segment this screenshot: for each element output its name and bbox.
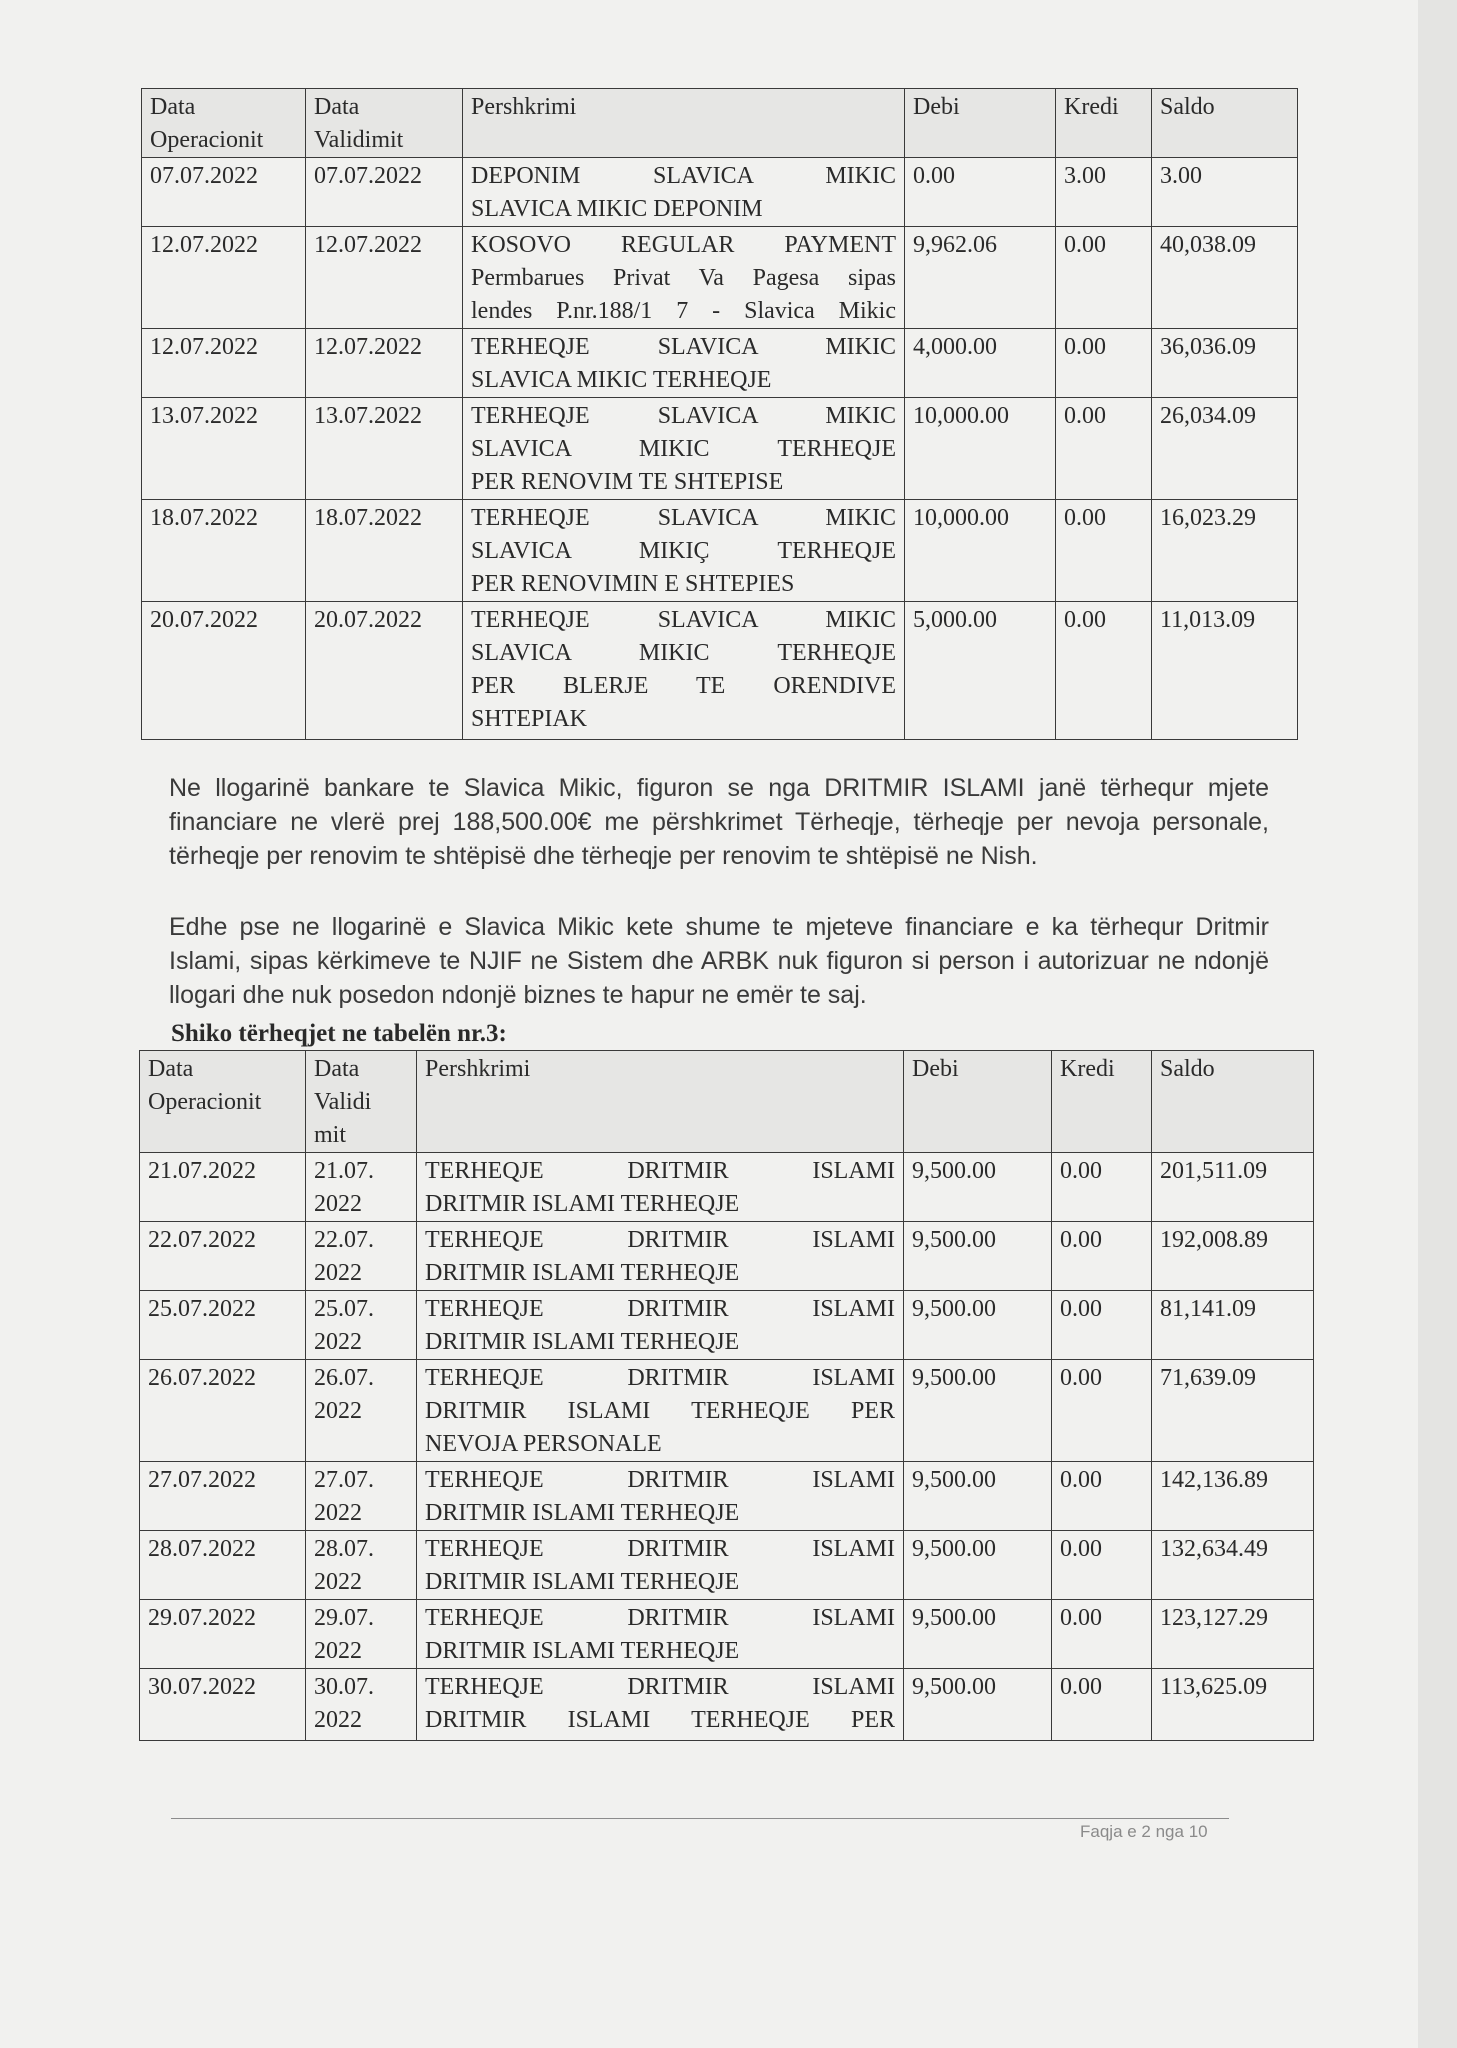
description-line: DRITMIR ISLAMI TERHEQJE xyxy=(425,1329,740,1355)
description-cell xyxy=(417,1291,904,1360)
val-date-cell: 22.07. 2022 xyxy=(306,1222,417,1291)
balance-cell: 36,036.09 xyxy=(1152,329,1298,398)
debit-cell: 9,500.00 xyxy=(904,1153,1052,1222)
balance-cell: 81,141.09 xyxy=(1152,1291,1314,1360)
description-line: SLAVICA MIKIÇ TERHEQJE xyxy=(471,538,896,564)
table-row xyxy=(140,1222,1314,1291)
description-cell xyxy=(463,398,905,500)
header-op-date: Data Operacionit xyxy=(140,1051,306,1153)
debit-cell: 9,500.00 xyxy=(904,1600,1052,1669)
balance-cell: 201,511.09 xyxy=(1152,1153,1314,1222)
description-cell xyxy=(417,1669,904,1741)
description-line: DRITMIR ISLAMI TERHEQJE xyxy=(425,1191,740,1217)
balance-cell: 113,625.09 xyxy=(1152,1669,1314,1741)
balance-cell: 40,038.09 xyxy=(1152,227,1298,329)
debit-cell: 10,000.00 xyxy=(905,398,1056,500)
description-line: DRITMIR ISLAMI TERHEQJE xyxy=(425,1260,740,1286)
description-line: TERHEQJE DRITMIR ISLAMI xyxy=(425,1296,895,1322)
balance-cell: 11,013.09 xyxy=(1152,602,1298,740)
transactions-table-1 xyxy=(141,88,1298,740)
table-row xyxy=(142,602,1298,740)
credit-cell: 0.00 xyxy=(1056,329,1152,398)
description-line: DRITMIR ISLAMI TERHEQJE PER xyxy=(425,1398,895,1424)
val-date-cell: 20.07.2022 xyxy=(306,602,463,740)
debit-cell: 9,500.00 xyxy=(904,1222,1052,1291)
op-date-cell: 22.07.2022 xyxy=(140,1222,306,1291)
val-date-cell: 26.07. 2022 xyxy=(306,1360,417,1462)
op-date-cell: 07.07.2022 xyxy=(142,158,306,227)
balance-cell: 142,136.89 xyxy=(1152,1462,1314,1531)
debit-cell: 9,500.00 xyxy=(904,1291,1052,1360)
description-line: SLAVICA MIKIC TERHEQJE xyxy=(471,640,896,666)
description-line: TERHEQJE DRITMIR ISLAMI xyxy=(425,1536,895,1562)
footer-divider xyxy=(171,1818,1229,1819)
description-line: NEVOJA PERSONALE xyxy=(425,1431,662,1457)
op-date-cell: 12.07.2022 xyxy=(142,227,306,329)
table-caption: Shiko tërheqjet ne tabelën nr.3: xyxy=(171,1020,507,1047)
description-line: DRITMIR ISLAMI TERHEQJE xyxy=(425,1638,740,1664)
table-row xyxy=(140,1531,1314,1600)
val-date-cell: 30.07. 2022 xyxy=(306,1669,417,1741)
description-line: PER RENOVIM TE SHTEPISE xyxy=(471,469,784,495)
credit-cell: 0.00 xyxy=(1052,1360,1152,1462)
description-cell xyxy=(463,329,905,398)
table-header-row xyxy=(142,89,1298,158)
description-line: lendes P.nr.188/1 7 - Slavica Mikic xyxy=(471,298,896,324)
page-number: Faqja e 2 nga 10 xyxy=(1080,1822,1208,1841)
credit-cell: 0.00 xyxy=(1056,602,1152,740)
val-date-cell: 28.07. 2022 xyxy=(306,1531,417,1600)
header-balance: Saldo xyxy=(1152,89,1298,158)
op-date-cell: 30.07.2022 xyxy=(140,1669,306,1741)
val-date-cell: 21.07. 2022 xyxy=(306,1153,417,1222)
transactions-table-2 xyxy=(139,1050,1314,1741)
description-line: TERHEQJE DRITMIR ISLAMI xyxy=(425,1227,895,1253)
debit-cell: 9,962.06 xyxy=(905,227,1056,329)
description-line: SHTEPIAK xyxy=(471,706,588,732)
credit-cell: 0.00 xyxy=(1052,1291,1152,1360)
balance-cell: 3.00 xyxy=(1152,158,1298,227)
debit-cell: 9,500.00 xyxy=(904,1462,1052,1531)
credit-cell: 0.00 xyxy=(1052,1222,1152,1291)
header-debit: Debi xyxy=(905,89,1056,158)
credit-cell: 0.00 xyxy=(1052,1600,1152,1669)
val-date-cell: 13.07.2022 xyxy=(306,398,463,500)
debit-cell: 5,000.00 xyxy=(905,602,1056,740)
table-row xyxy=(140,1153,1314,1222)
description-cell xyxy=(463,500,905,602)
credit-cell: 0.00 xyxy=(1052,1531,1152,1600)
table-row xyxy=(140,1600,1314,1669)
op-date-cell: 28.07.2022 xyxy=(140,1531,306,1600)
credit-cell: 0.00 xyxy=(1052,1153,1152,1222)
description-line: Permbarues Privat Va Pagesa sipas xyxy=(471,265,896,291)
header-balance: Saldo xyxy=(1152,1051,1314,1153)
op-date-cell: 18.07.2022 xyxy=(142,500,306,602)
description-line: SLAVICA MIKIC TERHEQJE xyxy=(471,367,772,393)
description-line: TERHEQJE DRITMIR ISLAMI xyxy=(425,1365,895,1391)
credit-cell: 0.00 xyxy=(1056,500,1152,602)
description-line: TERHEQJE DRITMIR ISLAMI xyxy=(425,1467,895,1493)
val-date-cell: 12.07.2022 xyxy=(306,329,463,398)
description-line: SLAVICA MIKIC TERHEQJE xyxy=(471,436,896,462)
table-row xyxy=(140,1360,1314,1462)
description-line: SLAVICA MIKIC DEPONIM xyxy=(471,196,763,222)
val-date-cell: 07.07.2022 xyxy=(306,158,463,227)
description-line: PER RENOVIMIN E SHTEPIES xyxy=(471,571,795,597)
val-date-cell: 18.07.2022 xyxy=(306,500,463,602)
table-header-row xyxy=(140,1051,1314,1153)
table-row xyxy=(140,1291,1314,1360)
balance-cell: 123,127.29 xyxy=(1152,1600,1314,1669)
description-line: TERHEQJE DRITMIR ISLAMI xyxy=(425,1674,895,1700)
description-cell xyxy=(417,1600,904,1669)
description-line: TERHEQJE SLAVICA MIKIC xyxy=(471,505,896,531)
debit-cell: 4,000.00 xyxy=(905,329,1056,398)
description-line: TERHEQJE DRITMIR ISLAMI xyxy=(425,1605,895,1631)
description-line: TERHEQJE DRITMIR ISLAMI xyxy=(425,1158,895,1184)
credit-cell: 0.00 xyxy=(1052,1669,1152,1741)
description-line: TERHEQJE SLAVICA MIKIC xyxy=(471,607,896,633)
header-val-date: Data Validi mit xyxy=(306,1051,417,1153)
op-date-cell: 13.07.2022 xyxy=(142,398,306,500)
description-line: DRITMIR ISLAMI TERHEQJE xyxy=(425,1569,740,1595)
credit-cell: 3.00 xyxy=(1056,158,1152,227)
description-line: KOSOVO REGULAR PAYMENT xyxy=(471,232,896,258)
description-line: DRITMIR ISLAMI TERHEQJE xyxy=(425,1500,740,1526)
balance-cell: 71,639.09 xyxy=(1152,1360,1314,1462)
description-cell xyxy=(417,1531,904,1600)
paragraph-withdrawals-summary: Ne llogarinë bankare te Slavica Mikic, figuron se nga DRITMIR ISLAMI janë tërhequr mjete financiare ne vlerë prej 188,500.00€ me përshkrimet Tërheqje, tërheqje per nevoja personale, tërheqje per renovim te shtëpisë dhe tërheqje per renovim te shtëpisë ne Nish. xyxy=(169,774,1269,870)
balance-cell: 16,023.29 xyxy=(1152,500,1298,602)
op-date-cell: 27.07.2022 xyxy=(140,1462,306,1531)
header-description: Pershkrimi xyxy=(463,89,905,158)
balance-cell: 26,034.09 xyxy=(1152,398,1298,500)
balance-cell: 132,634.49 xyxy=(1152,1531,1314,1600)
op-date-cell: 29.07.2022 xyxy=(140,1600,306,1669)
description-line: DRITMIR ISLAMI TERHEQJE PER xyxy=(425,1707,895,1733)
debit-cell: 9,500.00 xyxy=(904,1669,1052,1741)
description-cell xyxy=(463,602,905,740)
debit-cell: 10,000.00 xyxy=(905,500,1056,602)
description-line: PER BLERJE TE ORENDIVE xyxy=(471,673,896,699)
op-date-cell: 26.07.2022 xyxy=(140,1360,306,1462)
credit-cell: 0.00 xyxy=(1056,227,1152,329)
table-row xyxy=(142,329,1298,398)
header-description: Pershkrimi xyxy=(417,1051,904,1153)
credit-cell: 0.00 xyxy=(1052,1462,1152,1531)
val-date-cell: 27.07. 2022 xyxy=(306,1462,417,1531)
header-credit: Kredi xyxy=(1052,1051,1152,1153)
op-date-cell: 20.07.2022 xyxy=(142,602,306,740)
description-cell xyxy=(417,1360,904,1462)
debit-cell: 9,500.00 xyxy=(904,1531,1052,1600)
paragraph-authorization-note: Edhe pse ne llogarinë e Slavica Mikic kete shume te mjeteve financiare e ka tërhequr Dritmir Islami, sipas kërkimeve te NJIF ne Sistem dhe ARBK nuk figuron si person i autorizuar ne ndonjë llogari dhe nuk posedon ndonjë biznes te hapur ne emër te saj. xyxy=(169,913,1269,1009)
table-row xyxy=(140,1669,1314,1741)
description-line: TERHEQJE SLAVICA MIKIC xyxy=(471,334,896,360)
description-line: DEPONIM SLAVICA MIKIC xyxy=(471,163,896,189)
page-edge xyxy=(1418,0,1457,2048)
header-op-date: Data Operacionit xyxy=(142,89,306,158)
op-date-cell: 25.07.2022 xyxy=(140,1291,306,1360)
table-row xyxy=(142,500,1298,602)
table-row xyxy=(140,1462,1314,1531)
header-credit: Kredi xyxy=(1056,89,1152,158)
table-row xyxy=(142,227,1298,329)
credit-cell: 0.00 xyxy=(1056,398,1152,500)
op-date-cell: 21.07.2022 xyxy=(140,1153,306,1222)
val-date-cell: 12.07.2022 xyxy=(306,227,463,329)
description-cell xyxy=(463,158,905,227)
description-cell xyxy=(417,1462,904,1531)
description-line: TERHEQJE SLAVICA MIKIC xyxy=(471,403,896,429)
description-cell xyxy=(463,227,905,329)
val-date-cell: 25.07. 2022 xyxy=(306,1291,417,1360)
debit-cell: 0.00 xyxy=(905,158,1056,227)
op-date-cell: 12.07.2022 xyxy=(142,329,306,398)
val-date-cell: 29.07. 2022 xyxy=(306,1600,417,1669)
debit-cell: 9,500.00 xyxy=(904,1360,1052,1462)
header-debit: Debi xyxy=(904,1051,1052,1153)
table-row xyxy=(142,398,1298,500)
header-val-date: Data Validimit xyxy=(306,89,463,158)
description-cell xyxy=(417,1153,904,1222)
description-cell xyxy=(417,1222,904,1291)
table-row xyxy=(142,158,1298,227)
balance-cell: 192,008.89 xyxy=(1152,1222,1314,1291)
